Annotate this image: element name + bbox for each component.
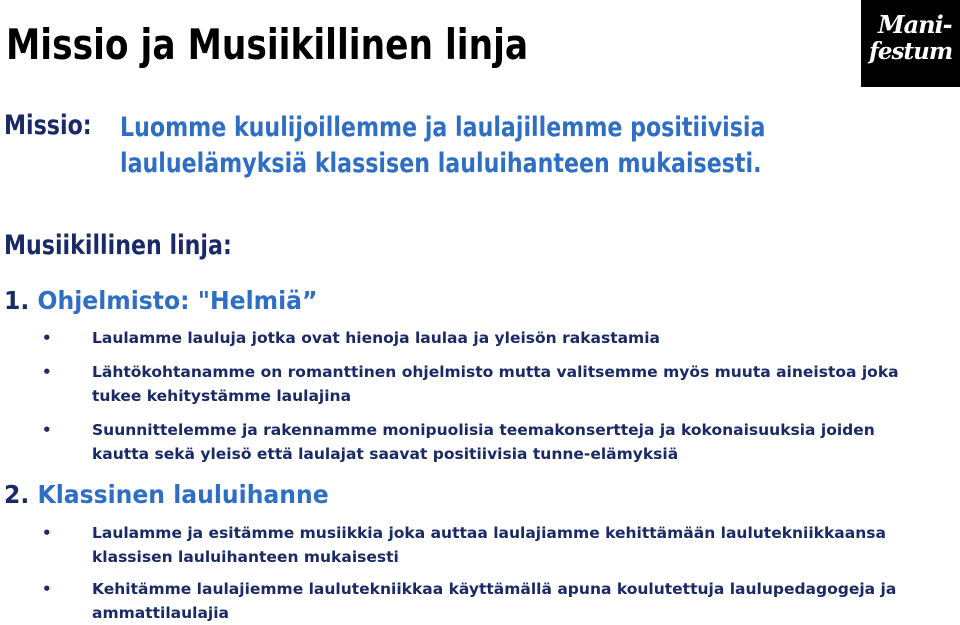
bullet-text <box>92 418 875 466</box>
bullet-icon: • <box>42 421 52 439</box>
bullet-icon: • <box>42 363 52 381</box>
logo-line-1: Mani- <box>878 10 952 39</box>
missio-line-1: Luomme kuulijoillemme ja laulajillemme positiivisia <box>120 112 766 143</box>
musiikillinen-linja-label: Musiikillinen linja: <box>4 230 232 261</box>
bullet-text-line: Kehitämme laulajiemme laulutekniikkaa käyttämällä apuna koulutettuja laulupedagogeja ja <box>92 580 897 598</box>
list-item <box>0 418 960 468</box>
bullet-icon: • <box>42 580 52 598</box>
bullet-text-line: klassisen lauluihanteen mukaisesti <box>92 548 399 566</box>
manifestum-logo <box>861 0 960 87</box>
bullet-text-line: Lähtökohtanamme on romanttinen ohjelmisto mutta valitsemme myös muuta aineistoa joka <box>92 363 899 381</box>
bullet-text-line: ammattilaulajia <box>92 604 230 622</box>
bullet-text <box>92 521 886 569</box>
bullet-text <box>92 577 896 625</box>
list-item <box>0 326 960 352</box>
bullet-text: Laulamme lauluja jotka ovat hienoja laulaa ja yleisön rakastamia <box>92 329 660 347</box>
section-1-heading <box>4 286 317 315</box>
missio-statement <box>120 110 765 182</box>
logo-line-2: festum <box>869 38 953 65</box>
list-item <box>0 521 960 571</box>
section-1-title: Ohjelmisto: "Helmiä” <box>37 286 318 315</box>
section-1-bullet-list <box>0 326 960 468</box>
missio-label: Missio: <box>4 110 92 141</box>
section-2-heading <box>4 480 329 509</box>
page-title: Missio ja Musiikillinen linja <box>6 20 529 69</box>
list-item <box>0 360 960 410</box>
bullet-text <box>92 360 899 408</box>
bullet-icon: • <box>42 329 52 347</box>
bullet-text-line: kautta sekä yleisö että laulajat saavat positiivisia tunne-elämyksiä <box>92 445 679 463</box>
bullet-text-line: Suunnittelemme ja rakennamme monipuolisia teemakonsertteja ja kokonaisuuksia joiden <box>92 421 875 439</box>
section-2-number: 2. <box>4 480 30 509</box>
bullet-text-line: Laulamme ja esitämme musiikkia joka auttaa laulajiamme kehittämään laulutekniikkaansa <box>92 524 886 542</box>
section-2-title: Klassinen lauluihanne <box>37 480 329 509</box>
bullet-text-line: tukee kehitystämme laulajina <box>92 387 352 405</box>
bullet-icon: • <box>42 524 52 542</box>
missio-line-2: lauluelämyksiä klassisen lauluihanteen mukaisesti. <box>120 148 762 179</box>
section-2-bullet-list <box>0 521 960 625</box>
list-item <box>0 577 960 625</box>
section-1-number: 1. <box>4 286 30 315</box>
